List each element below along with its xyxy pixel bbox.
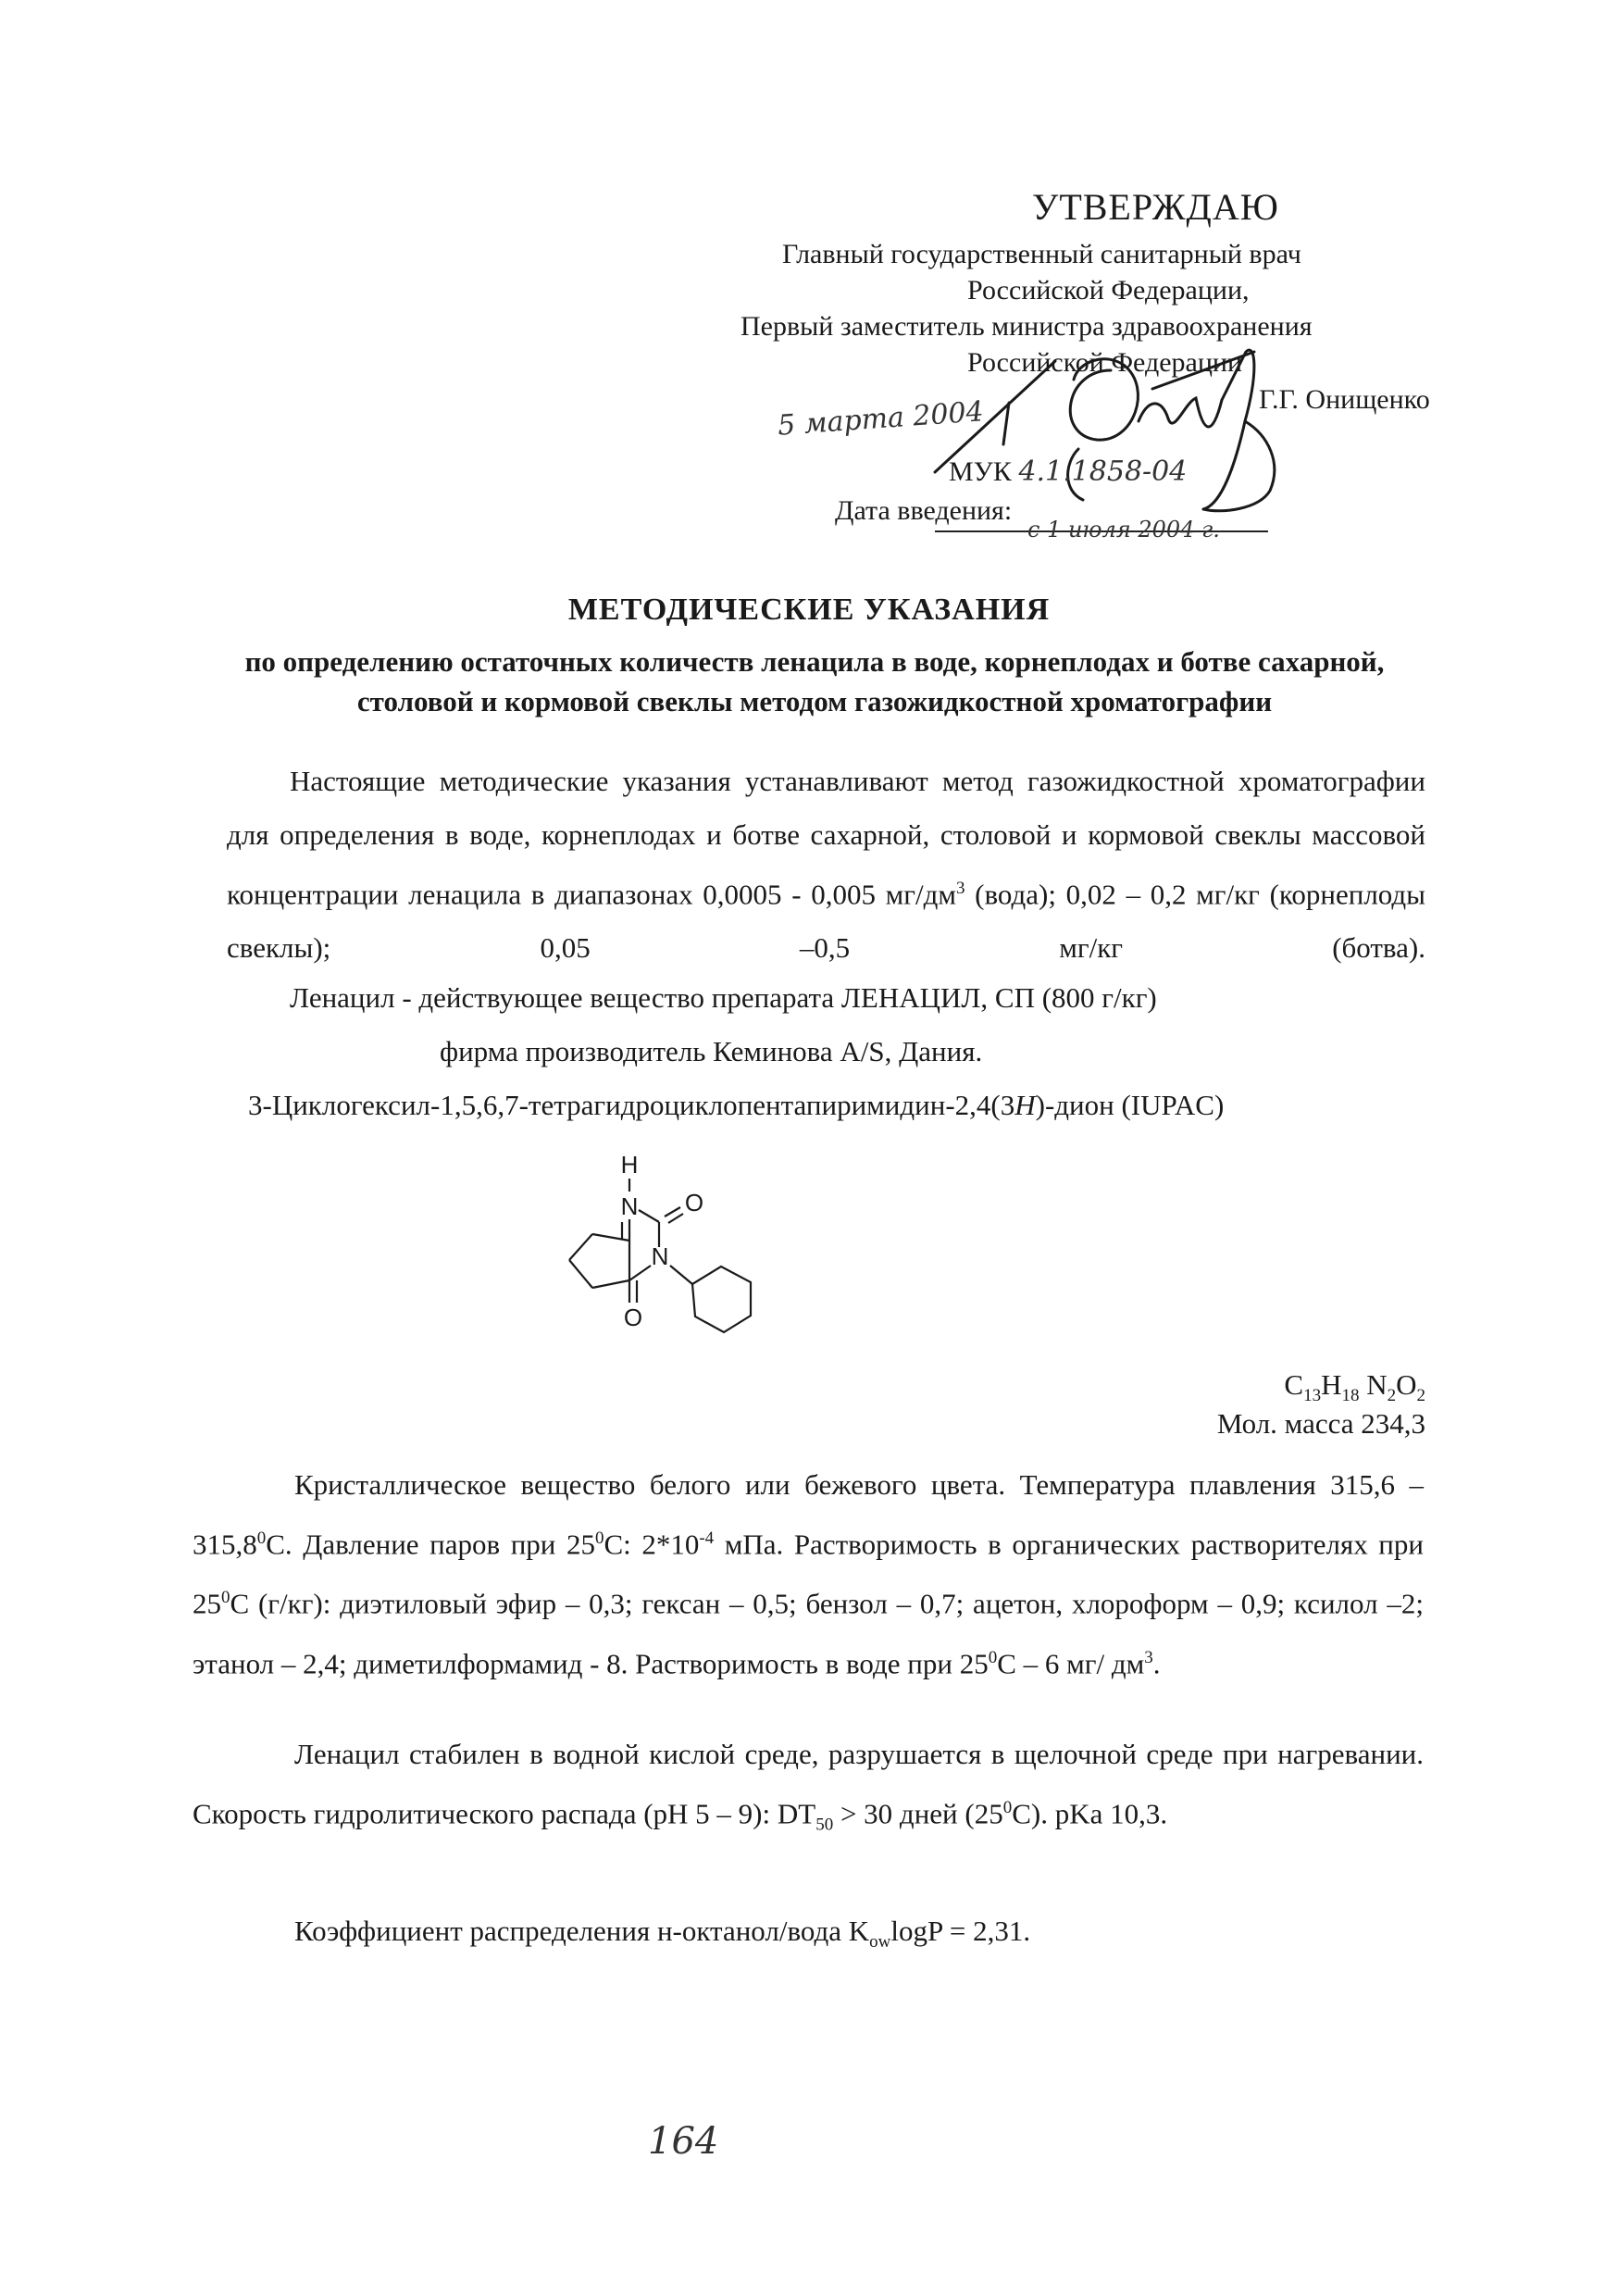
stab-sub-1: 50 bbox=[815, 1815, 834, 1835]
prop-text-7: . bbox=[1152, 1646, 1161, 1679]
partition-text-2: logP = 2,31. bbox=[890, 1915, 1031, 1947]
stability-paragraph bbox=[193, 1728, 1424, 1853]
iupac-name bbox=[248, 1089, 1224, 1122]
stab-text-1: Ленацил стабилен в водной кислой среде, разрушается в щелочной среде при нагревании. Скорость гидролитического распада (pH 5 – 9): DT bbox=[193, 1738, 1424, 1830]
muk-number: 4.1.1858-04 bbox=[1018, 455, 1188, 488]
formula-o-n: 2 bbox=[1416, 1386, 1425, 1406]
muk-label-text: МУК bbox=[949, 456, 1012, 487]
intro-sup: 3 bbox=[955, 879, 965, 898]
stab-text-2: > 30 дней (25 bbox=[833, 1797, 1003, 1830]
signatory-name: Г.Г. Онищенко bbox=[1259, 384, 1430, 415]
lenacil-structure bbox=[518, 1143, 824, 1366]
formula-c-n: 13 bbox=[1303, 1386, 1322, 1406]
prop-text-1: Кристаллическое вещество белого или бежевого цвета. Температура плавления 315,6 – 315,8 bbox=[193, 1468, 1424, 1561]
approval-line-2: Российской Федерации, bbox=[967, 275, 1250, 306]
iupac-after: )-дион (IUPAC) bbox=[1035, 1089, 1225, 1121]
iupac-italic: H bbox=[1014, 1089, 1036, 1121]
approval-line-1: Главный государственный санитарный врач bbox=[782, 239, 1301, 269]
approval-line-4: Российской Федерации bbox=[967, 347, 1243, 378]
manufacturer: фирма производитель Кеминова A/S, Дания. bbox=[440, 1035, 983, 1067]
handwritten-approval-date: 5 марта 2004 bbox=[777, 395, 985, 443]
atom-n2: N bbox=[651, 1242, 669, 1270]
atom-o1: O bbox=[684, 1189, 704, 1217]
intro-text-1: Настоящие методические указания устанавливают метод газожидкостной хроматографии для определения в воде, корнеплодах и ботве сахарной, столовой и кормовой свеклы массовой концентрации ленацила в диапазонах 0,0005 - 0,005 мг/дм bbox=[227, 765, 1425, 911]
intro-date-handwritten: с 1 июля 2004 г. bbox=[1027, 517, 1220, 543]
active-substance: Ленацил - действующее вещество препарата ЛЕНАЦИЛ, СП (800 г/кг) bbox=[290, 981, 1157, 1014]
molar-mass: Мол. масса 234,3 bbox=[1216, 1407, 1425, 1440]
atom-h: H bbox=[620, 1151, 639, 1179]
document-title: МЕТОДИЧЕСКИЕ УКАЗАНИЯ bbox=[567, 593, 1051, 627]
prop-sup-2: 0 bbox=[594, 1529, 604, 1548]
prop-text-3: С: 2*10 bbox=[604, 1528, 700, 1561]
intro-date-label: Дата введения: bbox=[835, 495, 1013, 526]
prop-sup-1: 0 bbox=[256, 1529, 267, 1548]
stab-sup-2: 0 bbox=[1002, 1798, 1013, 1817]
formula-c: C bbox=[1284, 1368, 1304, 1401]
formula-o: O bbox=[1396, 1368, 1417, 1401]
approval-heading: УТВЕРЖДАЮ bbox=[1032, 186, 1279, 228]
prop-text-6: С – 6 мг/ дм bbox=[997, 1646, 1145, 1679]
partition-coefficient bbox=[294, 1915, 1030, 1953]
atom-n1: N bbox=[620, 1192, 639, 1220]
partition-sub: ow bbox=[869, 1932, 891, 1953]
intro-paragraph bbox=[227, 755, 1425, 975]
properties-paragraph bbox=[193, 1458, 1424, 1691]
prop-text-4: мПа. Растворимость в органических растворителях при 25 bbox=[193, 1528, 1424, 1620]
signature-graphic bbox=[926, 333, 1296, 518]
page-number: 164 bbox=[648, 2120, 719, 2163]
molecular-formula bbox=[1284, 1368, 1425, 1406]
prop-sup-3: -4 bbox=[699, 1529, 715, 1548]
prop-sup-6: 3 bbox=[1144, 1647, 1153, 1667]
document-subtitle: по определению остаточных количеств ленацила в воде, корнеплодах и ботве сахарной, столовой и кормовой свеклы методом газожидкостной хроматографии bbox=[244, 645, 1385, 718]
prop-text-5: С (г/кг): диэтиловый эфир – 0,3; гексан – 0,5; бензол – 0,7; ацетон, хлороформ – 0,9; ксилол –2; этанол – 2,4; диметилформамид - 8. Растворимость в воде при 25 bbox=[193, 1587, 1424, 1679]
atom-o2: O bbox=[623, 1304, 643, 1331]
formula-n-n: 2 bbox=[1387, 1386, 1397, 1406]
prop-sup-5: 0 bbox=[988, 1647, 998, 1667]
prop-sup-4: 0 bbox=[221, 1588, 230, 1608]
formula-h-n: 18 bbox=[1341, 1386, 1360, 1406]
prop-text-2: С. Давление паров при 25 bbox=[266, 1528, 595, 1561]
iupac-before: 3-Циклогексил-1,5,6,7-тетрагидроциклопентапиримидин-2,4(3 bbox=[248, 1089, 1015, 1121]
muk-label bbox=[949, 455, 1187, 488]
approval-line-3: Первый заместитель министра здравоохранения bbox=[741, 311, 1313, 342]
stab-text-3: С). pKa 10,3. bbox=[1012, 1797, 1168, 1830]
partition-text-1: Коэффициент распределения н-октанол/вода K bbox=[294, 1915, 870, 1947]
intro-text-2: (вода); 0,02 – 0,2 мг/кг (корнеплоды свеклы); 0,05 –0,5 мг/кг (ботва). bbox=[227, 878, 1425, 965]
formula-h: H bbox=[1321, 1368, 1342, 1401]
formula-n: N bbox=[1359, 1368, 1388, 1401]
